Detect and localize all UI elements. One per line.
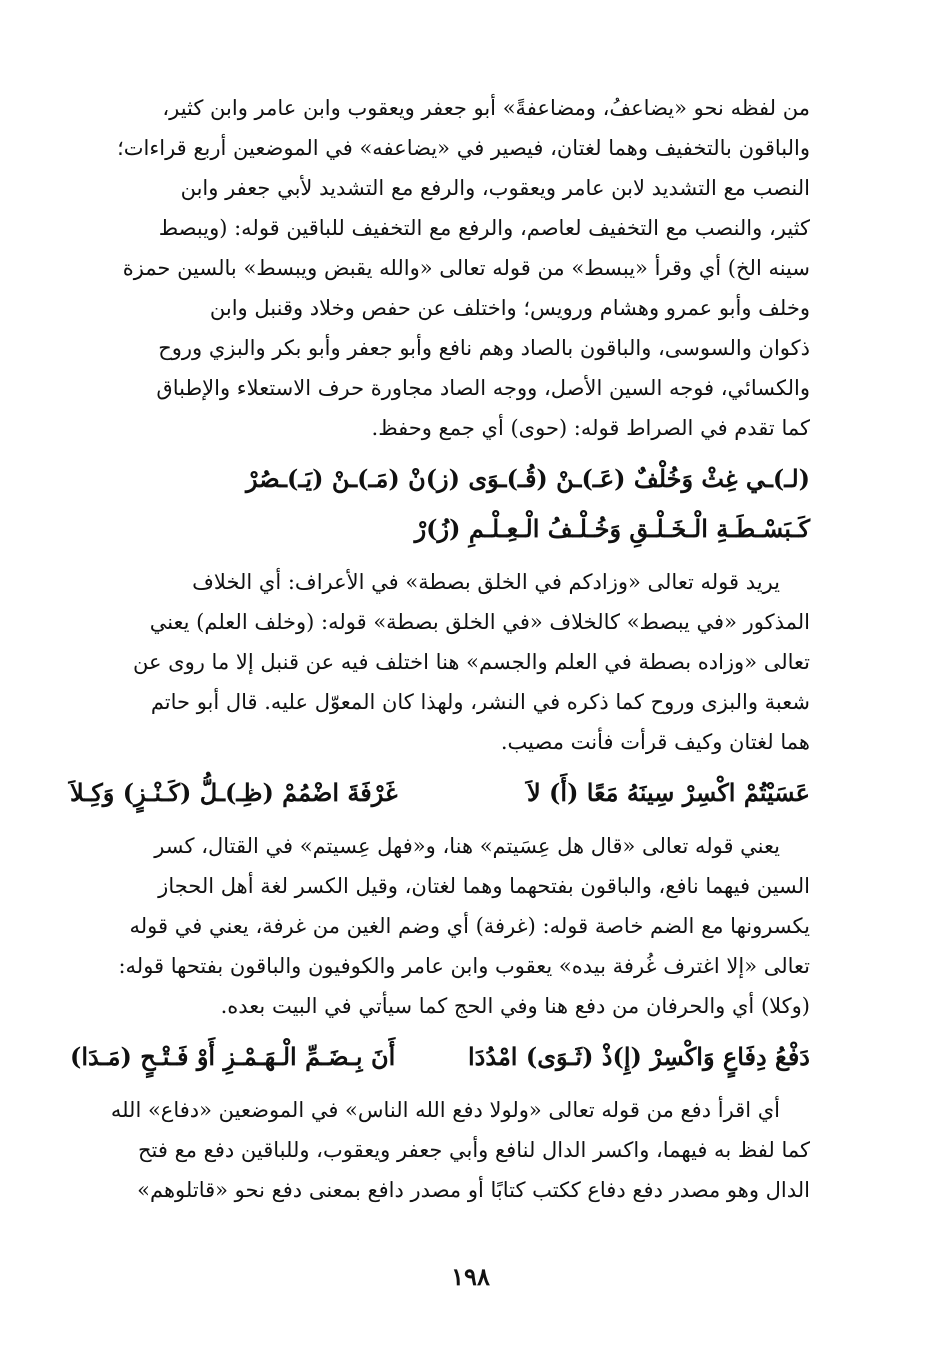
text-line: النصب مع التشديد لابن عامر ويعقوب، والرفع مع التشديد لأبي جعفر وابن [180, 176, 810, 200]
verse-hemistich-left: غَرْفَةَ اضْمُمْ (ظِـ)ـلُّ (كَـنْـزٍ) وَكِـلاَ [70, 778, 398, 807]
verse-couplet [70, 1032, 810, 1082]
paragraph-1 [70, 88, 810, 448]
text-line: سينه الخ) أي وقرأ «يبسط» من قوله تعالى «والله يقبض ويبسط» بالسين حمزة [122, 256, 810, 280]
text-line: يكسرونها مع الضم خاصة قوله: (غرفة) أي وضم الغين من غرفة، يعني في قوله [129, 914, 810, 938]
verse-hemistich-right: عَسَيْتُمْ اكْسِرْ سِينَهُ مَعًا (أَ) لاَ [527, 778, 810, 807]
text-line: أي اقرأ دفع من قوله تعالى «ولولا دفع الله الناس» في الموضعين «دفاع» الله [110, 1098, 780, 1122]
text-line: وخلف وأبو عمرو وهشام ورويس؛ واختلف عن حفص وخلاد وقنبل وابن [209, 296, 810, 320]
verse-hemistich-right: (لـ)ـي غِثْ وَخُلْفٌ (عَـ)ـنْ (قُـ)ـوَى (ز)نْ (مَـ)ـنْ (يَـ)ـصُرْ [245, 464, 810, 493]
text-line: من لفظه نحو «يضاعفُ، ومضاعفةً» أبو جعفر ويعقوب وابن عامر وابن كثير، [162, 96, 810, 120]
text-line: شعبة والبزى وروح كما ذكره في النشر، ولهذا كان المعوّل عليه. قال أبو حاتم [150, 690, 810, 714]
verse-2 [70, 768, 810, 818]
verse-hemistich-left: كَـبَسْـطَـةِ الْـخَـلْـقِ وَخُـلْـفُ الْـعِـلْـمِ (زُ)رْ [414, 514, 810, 543]
text-line: كثير، والنصب مع التخفيف لعاصم، والرفع مع التخفيف للباقين قوله: (ويبصط [158, 216, 810, 240]
text-line: (وكلا) أي والحرفان من دفع هنا وفي الحج كما سيأتي في البيت بعده. [220, 994, 810, 1018]
verse-couplet [70, 768, 810, 818]
text-line: السين فيهما نافع، والباقون بفتحهما وهما لغتان، وقيل الكسر لغة أهل الحجاز [158, 874, 810, 898]
verse-hemistich-right: دَفْعُ دِفَاعٍ وَاكْسِرْ (إِ)ذْ (ثَـوَى) امْدُدَا [468, 1042, 810, 1071]
text-line: كما لفظ به فيهما، واكسر الدال لنافع وأبي جعفر ويعقوب، وللباقين دفع مع فتح [137, 1138, 810, 1162]
text-line: والباقون بالتخفيف وهما لغتان، فيصير في «يضاعفه» في الموضعين أربع قراءات؛ [117, 136, 810, 160]
text-line: المذكور «في يبصط» كالخلاف «في الخلق بصطة» قوله: (وخلف العلم) يعني [149, 610, 810, 634]
page-number: ١٩٨ [451, 1262, 490, 1291]
text-line: ذكوان والسوسى، والباقون بالصاد وهم نافع وأبو جعفر وأبو بكر والبزي وروح [158, 336, 810, 360]
paragraph-3 [70, 826, 810, 1026]
text-line: يعني قوله تعالى «قال هل عِسَيتم» هنا، و«فهل عِسيتم» في القتال، كسر [154, 834, 780, 858]
text-line: تعالى «وزاده بصطة في العلم والجسم» هنا اختلف فيه عن قنبل إلا ما روى عن [132, 650, 810, 674]
document-page [70, 88, 810, 1210]
text-line: هما لغتان وكيف قرأت فأنت مصيب. [500, 730, 810, 754]
text-line: الدال وهو مصدر دفع دفاع ككتب كتابًا أو مصدر دافع بمعنى دفع نحو «قاتلوهم» [137, 1178, 810, 1202]
text-line: يريد قوله تعالى «وزادكم في الخلق بصطة» في الأعراف: أي الخلاف [192, 570, 780, 594]
paragraph-4 [70, 1090, 810, 1210]
verse-hemistich-left: أَنَ بِـضَـمِّ الْـهَـمْـزِ أَوْ فَـتْـحٍ (مَـدَا) [70, 1042, 396, 1071]
text-line: تعالى «إلا اغترف غُرفة بيده» يعقوب وابن عامر والكوفيون والباقون بفتحها قوله: [118, 954, 810, 978]
text-line: والكسائي، فوجه السين الأصل، ووجه الصاد مجاورة حرف الاستعلاء والإطباق [156, 376, 810, 400]
verse-3 [70, 1032, 810, 1082]
paragraph-2 [70, 562, 810, 762]
verse-1 [70, 454, 810, 554]
text-line: كما تقدم في الصراط قوله: (حوى) أي جمع وحفظ. [371, 416, 810, 440]
